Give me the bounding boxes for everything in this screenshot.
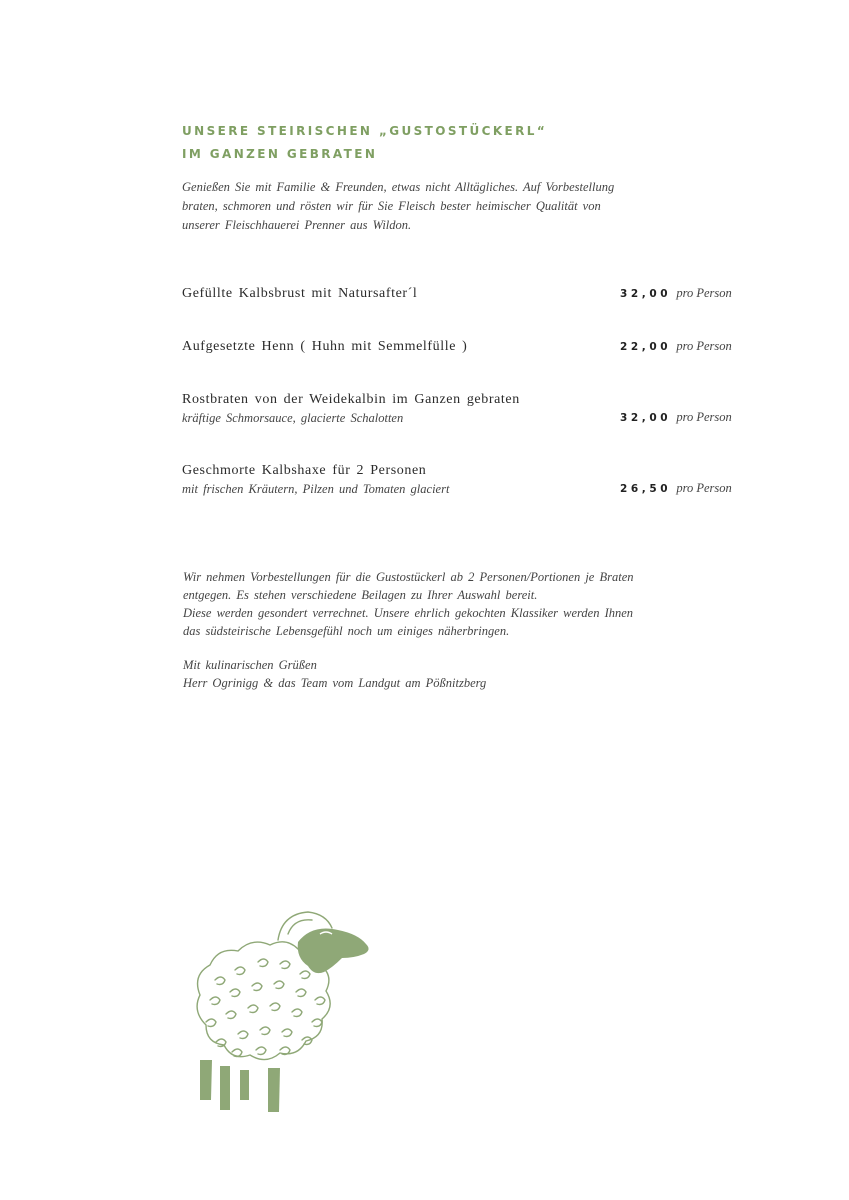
intro-line: unserer Fleischhauerei Prenner aus Wildon. xyxy=(182,218,412,232)
intro-text xyxy=(182,178,682,235)
price-unit: pro Person xyxy=(676,481,732,495)
dish-price xyxy=(620,481,732,496)
intro-line: Genießen Sie mit Familie & Freunden, etwas nicht Alltägliches. Auf Vorbestellung xyxy=(182,180,615,194)
notes-line: das südsteirische Lebensgefühl noch um einiges näherbringen. xyxy=(183,624,510,638)
dish-name: Rostbraten von der Weidekalbin im Ganzen gebraten xyxy=(182,392,520,407)
price-unit: pro Person xyxy=(676,286,732,300)
section-heading-line-1: UNSERE STEIRISCHEN „GUSTOSTÜCKERL“ xyxy=(182,124,548,138)
dish-price xyxy=(620,339,732,354)
price-amount: 22,00 xyxy=(620,341,672,353)
section-heading xyxy=(182,120,547,166)
preorder-notes xyxy=(183,568,703,640)
dish-description: mit frischen Kräutern, Pilzen und Tomaten glaciert xyxy=(182,482,450,496)
price-amount: 32,00 xyxy=(620,412,672,424)
menu-item-kalbshaxe xyxy=(182,462,742,498)
section-heading-line-2: IM GANZEN GEBRATEN xyxy=(182,147,378,161)
signoff-signature: Herr Ogrinigg & das Team vom Landgut am Pößnitzberg xyxy=(183,676,487,690)
dish-name: Gefüllte Kalbsbrust mit Natursafter´l xyxy=(182,286,418,301)
notes-line: entgegen. Es stehen verschiedene Beilagen zu Ihrer Auswahl bereit. xyxy=(183,588,538,602)
signoff-greeting: Mit kulinarischen Grüßen xyxy=(183,658,317,672)
price-amount: 26,50 xyxy=(620,483,672,495)
sheep-illustration xyxy=(180,900,380,1125)
intro-line: braten, schmoren und rösten wir für Sie Fleisch bester heimischer Qualität von xyxy=(182,199,601,213)
dish-description: kräftige Schmorsauce, glacierte Schalotten xyxy=(182,411,404,425)
price-amount: 32,00 xyxy=(620,288,672,300)
notes-line: Wir nehmen Vorbestellungen für die Gustostückerl ab 2 Personen/Portionen je Braten xyxy=(183,570,634,584)
menu-item-kalbsbrust xyxy=(182,285,742,303)
menu-item-rostbraten xyxy=(182,391,742,427)
notes-line: Diese werden gesondert verrechnet. Unsere ehrlich gekochten Klassiker werden Ihnen xyxy=(183,606,634,620)
dish-price xyxy=(620,410,732,425)
signoff xyxy=(183,656,486,692)
price-unit: pro Person xyxy=(676,339,732,353)
dish-name: Aufgesetzte Henn ( Huhn mit Semmelfülle ) xyxy=(182,339,468,354)
price-unit: pro Person xyxy=(676,410,732,424)
dish-price xyxy=(620,286,732,301)
menu-item-henn xyxy=(182,338,742,356)
dish-name: Geschmorte Kalbshaxe für 2 Personen xyxy=(182,463,427,478)
